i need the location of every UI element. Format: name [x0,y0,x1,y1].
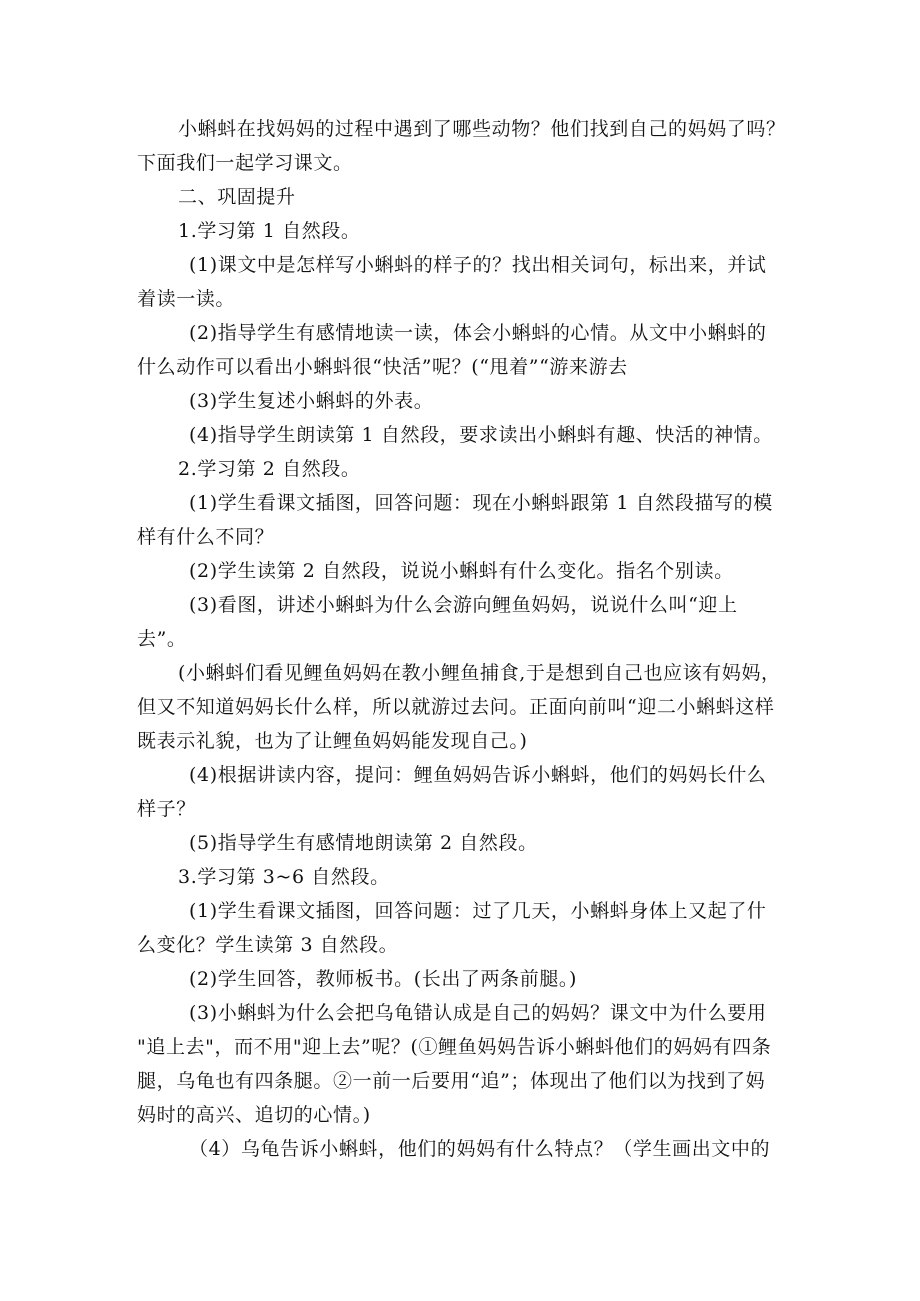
text-line: (小蝌蚪们看见鲤鱼妈妈在教小鲤鱼捕食,于是想到自己也应该有妈妈， [178,662,781,684]
text-line: 2.学习第 2 自然段。 [178,458,361,480]
text-line: 什么动作可以看出小蝌蚪很“快活”呢？(“甩着”“游来游去 [137,356,628,378]
text-line: (2)学生回答，教师板书。(长出了两条前腿。) [189,968,578,990]
text-line: 妈时的高兴、追切的心情。) [137,1104,371,1126]
text-line: 1.学习第 1 自然段。 [178,220,361,242]
text-line: (2)学生读第 2 自然段，说说小蝌蚪有什么变化。指名个别读。 [189,560,734,582]
text-line: 既表示礼貌，也为了让鲤鱼妈妈能发现自己。) [137,730,528,752]
text-line: (4)指导学生朗读第 1 自然段，要求读出小蝌蚪有趣、快活的神情。 [189,424,773,446]
text-line: 下面我们一起学习课文。 [137,152,353,174]
text-line: 腿，乌龟也有四条腿。②一前一后要用“追”；体现出了他们以为找到了妈 [137,1070,766,1092]
text-line: 去”。 [137,628,187,650]
text-line: 样子？ [137,798,196,820]
text-line: 二、巩固提升 [178,186,296,208]
text-line: 着读一读。 [137,288,236,310]
text-line: 3.学习第 3~6 自然段。 [178,866,390,888]
text-line: (4)根据讲读内容，提问：鲤鱼妈妈告诉小蝌蚪，他们的妈妈长什么 [189,764,767,786]
text-line: 么变化？学生读第 3 自然段。 [137,934,399,956]
text-line: 小蝌蚪在找妈妈的过程中遇到了哪些动物？他们找到自己的妈妈了吗？ [178,118,786,140]
text-line: （4）乌龟告诉小蝌蚪，他们的妈妈有什么特点？（学生画出文中的 [189,1138,771,1160]
text-line: 样有什么不同？ [137,526,275,548]
text-line: (2)指导学生有感情地读一读，体会小蝌蚪的心情。从文中小蝌蚪的 [189,322,767,344]
text-line: (1)学生看课文插图，回答问题：过了几天，小蝌蚪身体上又起了什 [189,900,767,922]
text-line: (1)学生看课文插图，回答问题：现在小蝌蚪跟第 1 自然段描写的模 [189,492,773,514]
document-body [137,112,797,1166]
text-line: (5)指导学生有感情地朗读第 2 自然段。 [189,832,538,854]
text-line: 但又不知道妈妈长什么样，所以就游过去问。正面向前叫“迎二小蝌蚪这样 [137,696,775,718]
text-line: (1)课文中是怎样写小蝌蚪的样子的？找出相关词句，标出来，并试 [189,254,767,276]
text-line: (3)看图，讲述小蝌蚪为什么会游向鲤鱼妈妈，说说什么叫“迎上 [189,594,738,616]
text-line: (3)学生复述小蝌蚪的外表。 [189,390,434,412]
text-line: (3)小蝌蚪为什么会把乌龟错认成是自己的妈妈？课文中为什么要用 [189,1002,767,1024]
text-line: "追上去"，而不用"迎上去”呢？(①鲤鱼妈妈告诉小蝌蚪他们的妈妈有四条 [137,1036,772,1058]
